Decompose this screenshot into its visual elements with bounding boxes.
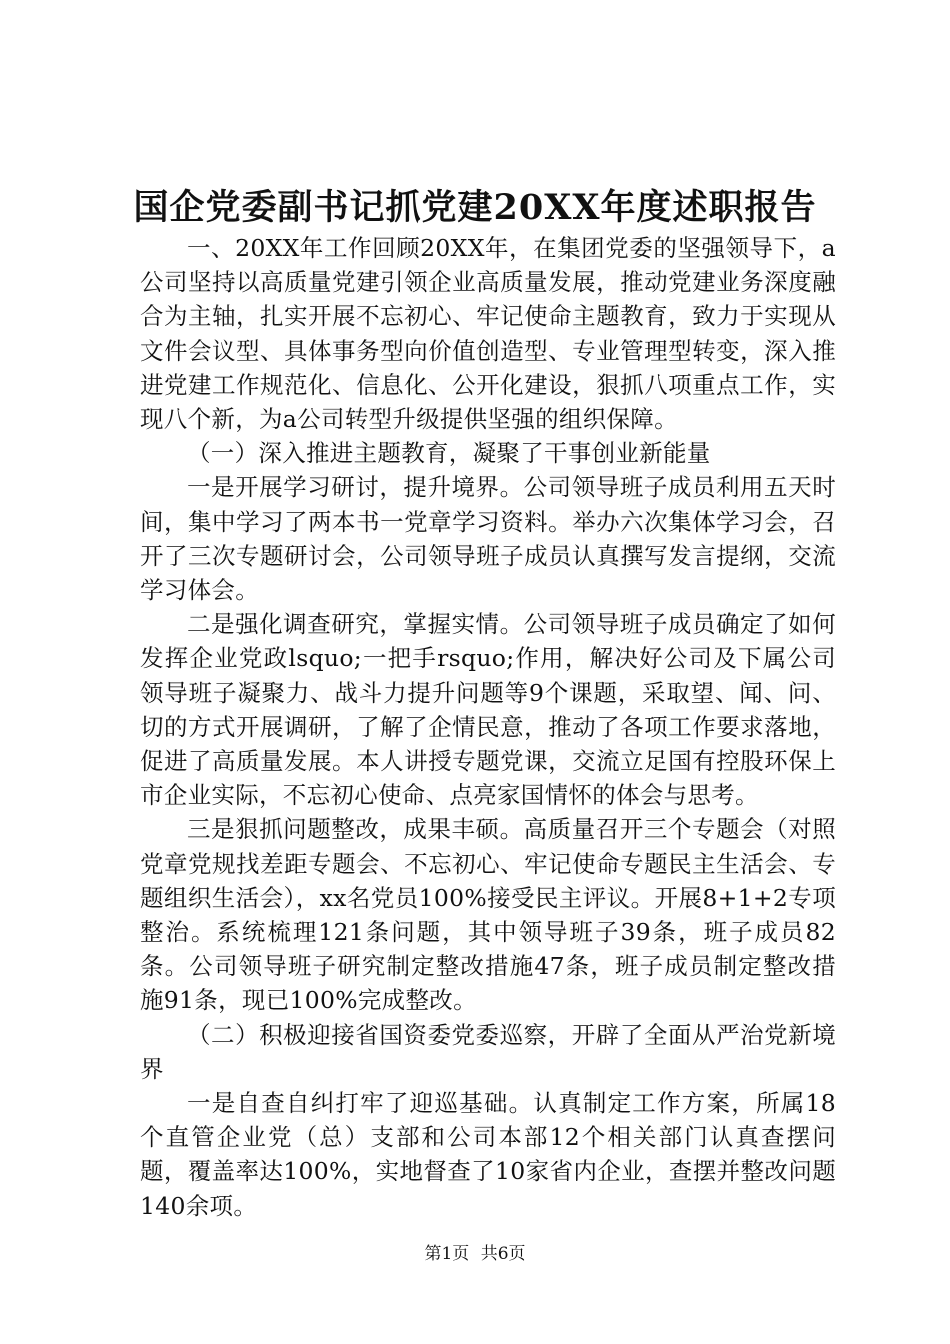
paragraph-self-inspection: 一是自查自纠打牢了迎巡基础。认真制定工作方案，所属18个直管企业党（总）支部和公司本部12个相关部门认真查摆问题，覆盖率达100%，实地督查了10家省内企业，查摆并整改问题140余项。 bbox=[140, 1089, 836, 1220]
document-title: 国企党委副书记抓党建20XX年度述职报告 bbox=[133, 187, 817, 228]
paragraph-problem-rectification: 三是狠抓问题整改，成果丰硕。高质量召开三个专题会（对照党章党规找差距专题会、不忘初心、牢记使命专题民主生活会、专题组织生活会），xx名党员100%接受民主评议。开展8+1+2专项整治。系统梳理121条问题，其中领导班子39条，班子成员82条。公司领导班子研究制定整改措施47条，班子成员制定整改措施91条，现已100%完成整改。 bbox=[140, 815, 836, 1015]
paragraph-study-discussion: 一是开展学习研讨，提升境界。公司领导班子成员利用五天时间，集中学习了两本书一党章学习资料。举办六次集体学习会，召开了三次专题研讨会，公司领导班子成员认真撰写发言提纲，交流学习体会。 bbox=[140, 473, 836, 605]
page-footer bbox=[0, 1242, 950, 1266]
section-heading-inspection: （二）积极迎接省国资委党委巡察，开辟了全面从严治党新境界 bbox=[140, 1020, 836, 1083]
page-number: 第1页 bbox=[424, 1244, 470, 1264]
paragraph-work-review: 一、20XX年工作回顾20XX年，在集团党委的坚强领导下，a公司坚持以高质量党建引领企业高质量发展，推动党建业务深度融合为主轴，扎实开展不忘初心、牢记使命主题教育，致力于实现从文件会议型、具体事务型向价值创造型、专业管理型转变，深入推进党建工作规范化、信息化、公开化建设，狠抓八项重点工作，实现八个新，为a公司转型升级提供坚强的组织保障。 bbox=[140, 234, 836, 434]
document-body bbox=[140, 231, 836, 1223]
total-pages: 共6页 bbox=[480, 1244, 526, 1264]
section-heading-theme-education: （一）深入推进主题教育，凝聚了干事创业新能量 bbox=[187, 439, 711, 468]
paragraph-investigation-research: 二是强化调查研究，掌握实情。公司领导班子成员确定了如何发挥企业党政lsquo;一把手rsquo;作用，解决好公司及下属公司领导班子凝聚力、战斗力提升问题等9个课题，采取望、闻、问、切的方式开展调研，了解了企情民意，推动了各项工作要求落地，促进了高质量发展。本人讲授专题党课，交流立足国有控股环保上市企业实际，不忘初心使命、点亮家国情怀的体会与思考。 bbox=[140, 610, 836, 810]
